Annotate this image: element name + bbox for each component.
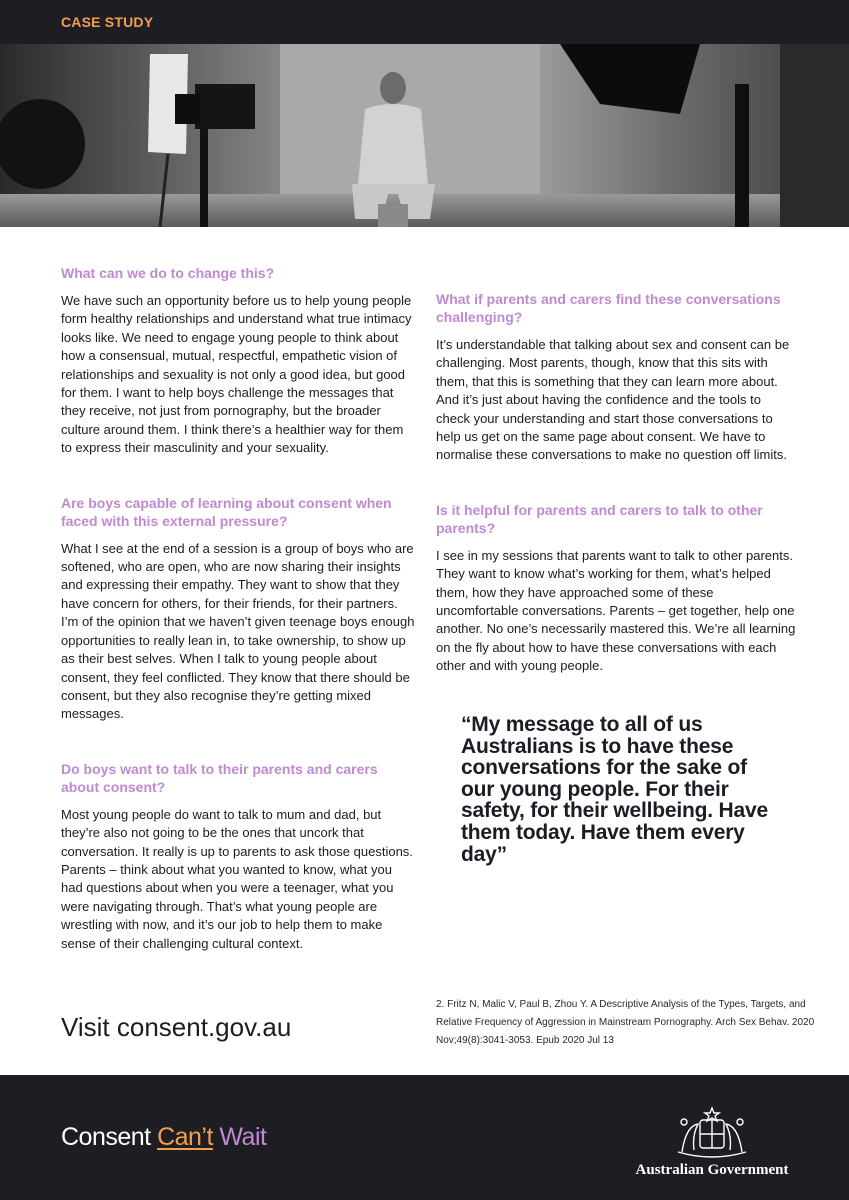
section-body: It’s understandable that talking about sex and consent can be challenging. Most parents, though, know that this sits with them, that this is something that they can learn more about. And it’s just about having the confidence and the tools to check your understanding and start those conversations to help us get on the same page about consent. We have to normalise these conversations to make no question off limits.	[436, 337, 790, 463]
visit-prefix: Visit	[61, 1012, 117, 1042]
right-column	[436, 290, 798, 712]
section-heading: Do boys want to talk to their parents and carers about consent?	[61, 760, 378, 795]
pull-quote: “My message to all of us Australians is to have these conversations for the sake of our young people. For their safety, for their wellbeing. Have them today. Have them every day”	[461, 713, 768, 866]
section-body: We have such an opportunity before us to help young people form healthy relationships and understand what true intimacy looks like. We need to engage young people to think about how a consensual, mutual, respectful, empathetic vision of relationships and sexuality is not only a good idea, but good for them. I want to help boys challenge the messages that they receive, not just from pornography, but the broader culture around them. I think there’s a healthier way for them to express their masculinity and your sexuality.	[61, 293, 412, 456]
left-column	[61, 264, 417, 989]
visit-link[interactable]	[61, 1012, 291, 1043]
section-talk-parents	[61, 760, 417, 953]
consent-cant-wait-logo	[61, 1123, 266, 1152]
australian-government-label: Australian Government	[635, 1162, 789, 1178]
case-study-label: CASE STUDY	[61, 14, 154, 30]
section-change	[61, 264, 417, 458]
brand-cant: Can’t	[157, 1123, 213, 1151]
hero-photo	[0, 44, 849, 227]
section-body: Most young people do want to talk to mum and dad, but they’re also not going to be the ones that uncork that conversation. It really is up to parents to ask those questions. Parents – think about what you wanted to know, what you had questions about when you were a teenager, what you were navigating through. That’s what young people are wrestling with now, and it’s our job to help them to make sense of their challenging cultural context.	[61, 806, 413, 951]
top-bar	[0, 0, 849, 44]
brand-consent: Consent	[61, 1123, 158, 1151]
section-heading: Is it helpful for parents and carers to talk to other parents?	[436, 501, 763, 536]
footnote: 2. Fritz N, Malic V, Paul B, Zhou Y. A Descriptive Analysis of the Types, Targets, and Relative Frequency of Aggression in Mainstream Pornography. Arch Sex Behav. 2020 Nov;49(8):3041-3053. Epub 2020 Jul 13	[436, 999, 815, 1046]
section-other-parents	[436, 501, 798, 676]
section-heading: Are boys capable of learning about consent when faced with this external pressure?	[61, 494, 392, 529]
section-body: What I see at the end of a session is a group of boys who are softened, who are open, who are now sharing their insights and expressing their empathy. They want to show that they have concern for others, for their friends, for their partners. I’m of the opinion that we haven’t given teenage boys enough opportunities to really lean in, to take ownership, to show up as their best selves. When I talk to young people about consent, they feel conflicted. They know that there should be consent, but they also recognise they’re getting mixed messages.	[61, 540, 415, 722]
section-challenging	[436, 290, 798, 465]
section-heading: What if parents and carers find these conversations challenging?	[436, 291, 781, 325]
visit-domain[interactable]: consent.gov.au	[116, 1012, 292, 1042]
section-heading: What can we do to change this?	[61, 265, 275, 281]
brand-wait: Wait	[212, 1123, 267, 1151]
section-body: I see in my sessions that parents want to talk to other parents. They want to know what’s working for them, what’s helped them, how they have approached some of these uncomfortable conversations. Parents – get together, help one another. No one’s necessarily mastered this. We’re all learning on the fly about how to have these conversations with each other and with young people.	[436, 547, 796, 674]
photo-studio-scene-icon	[0, 44, 849, 227]
section-boys-capable	[61, 494, 417, 724]
